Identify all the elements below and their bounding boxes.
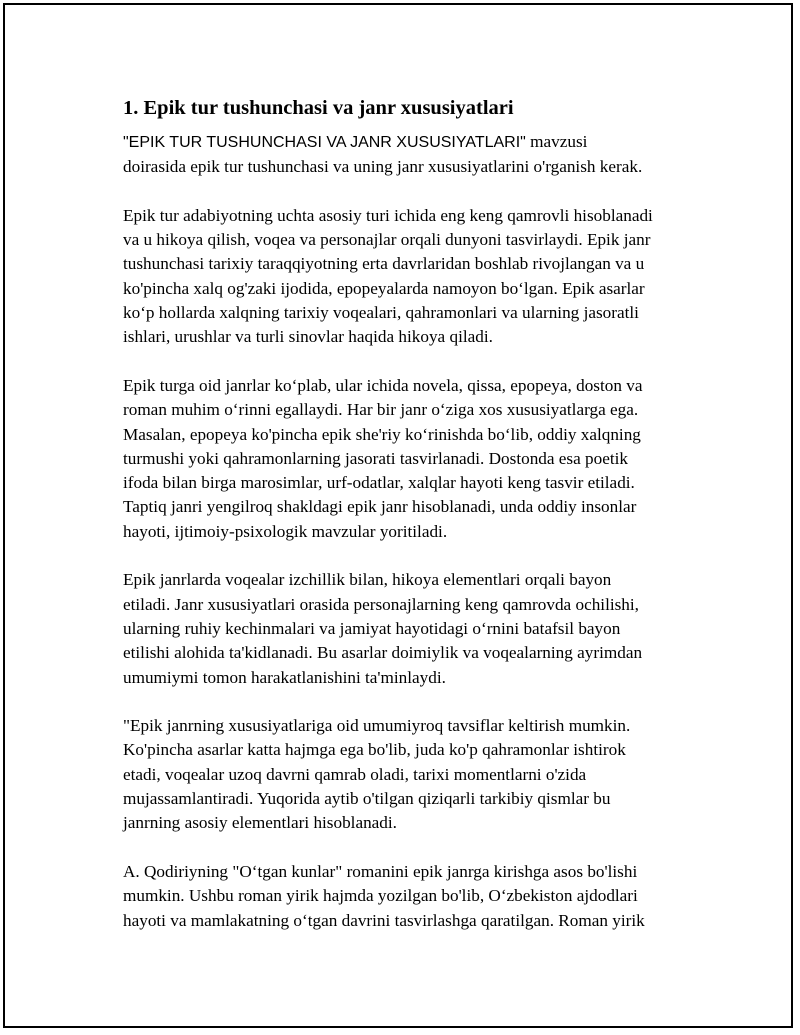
intro-paragraph — [123, 130, 713, 180]
text-line: Ko'pincha asarlar katta hajmga ega bo'lib, juda ko'p qahramonlar ishtirok — [123, 740, 626, 760]
text-line: ko‘p hollarda xalqning tarixiy voqealari, qahramonlari va ularning jasoratli — [123, 303, 639, 323]
intro-line-1 — [123, 130, 713, 155]
text-line: ishlari, urushlar va turli sinovlar haqida hikoya qiladi. — [123, 327, 493, 347]
text-line: ifoda bilan birga marosimlar, urf-odatlar, xalqlar hayoti keng tasvir etiladi. — [123, 473, 635, 493]
intro-topic-suffix: mavzusi — [525, 132, 588, 151]
text-line: turmushi yoki qahramonlarning jasorati tasvirlanadi. Dostonda esa poetik — [123, 448, 629, 468]
text-line: Epik turga oid janrlar ko‘plab, ular ichida novela, qissa, epopeya, doston va — [123, 375, 643, 395]
text-line: mujassamlantiradi. Yuqorida aytib o'tilgan qiziqarli tarkibiy qismlar bu — [123, 789, 611, 809]
text-line: "Epik janrning xususiyatlariga oid umumiyroq tavsiflar keltirish mumkin. — [123, 716, 631, 736]
page-frame — [3, 3, 793, 1028]
text-line: Epik janrlarda voqealar izchillik bilan, hikoya elementlari orqali bayon — [123, 570, 612, 590]
paragraph-2 — [123, 374, 713, 544]
text-line: Masalan, epopeya ko'pincha epik she'riy ko‘rinishda bo‘lib, oddiy xalqning — [123, 424, 641, 444]
intro-line-2: doirasida epik tur tushunchasi va uning janr xususiyatlarini o'rganish kerak. — [123, 157, 643, 177]
text-line: hayoti, ijtimoiy-psixologik mavzular yoritiladi. — [123, 521, 448, 541]
document-body — [123, 95, 713, 957]
text-line: roman muhim o‘rinni egallaydi. Har bir janr o‘ziga xos xususiyatlarga ega. — [123, 400, 639, 420]
text-line: ularning ruhiy kechinmalari va jamiyat hayotidagi o‘rnini batafsil bayon — [123, 618, 621, 638]
text-line: tushunchasi tarixiy taraqqiyotning erta davrlaridan boshlab rivojlangan va u — [123, 254, 645, 274]
text-line: va u hikoya qilish, voqea va personajlar orqali dunyoni tasvirlaydi. Epik janr — [123, 230, 651, 250]
paragraph-5 — [123, 860, 713, 933]
text-line: Epik tur adabiyotning uchta asosiy turi ichida eng keng qamrovli hisoblanadi — [123, 205, 653, 225]
text-line: janrning asosiy elementlari hisoblanadi. — [123, 813, 397, 833]
text-line: mumkin. Ushbu roman yirik hajmda yozilgan bo'lib, O‘zbekiston ajdodlari — [123, 886, 638, 906]
text-line: Taptiq janri yengilroq shakldagi epik janr hisoblanadi, unda oddiy insonlar — [123, 497, 637, 517]
text-line: umumiymi tomon harakatlanishini ta'minlaydi. — [123, 667, 446, 687]
text-line: ko'pincha xalq og'zaki ijodida, epopeyalarda namoyon bo‘lgan. Epik asarlar — [123, 278, 645, 298]
paragraph-4 — [123, 714, 713, 835]
text-line: etilishi alohida ta'kidlanadi. Bu asarlar doimiylik va voqealarning ayrimdan — [123, 643, 643, 663]
intro-topic: "EPIK TUR TUSHUNCHASI VA JANR XUSUSIYATLARI" — [123, 134, 526, 151]
paragraph-1 — [123, 204, 713, 350]
text-line: etadi, voqealar uzoq davrni qamrab oladi, tarixi momentlarni o'zida — [123, 764, 587, 784]
paragraph-3 — [123, 568, 713, 689]
section-heading: 1. Epik tur tushunchasi va janr xususiyatlari — [123, 97, 514, 119]
text-line: hayoti va mamlakatning o‘tgan davrini tasvirlashga qaratilgan. Roman yirik — [123, 910, 645, 930]
text-line: A. Qodiriyning "O‘tgan kunlar" romanini epik janrga kirishga asos bo'lishi — [123, 861, 638, 881]
text-line: etiladi. Janr xususiyatlari orasida personajlarning keng qamrovda ochilishi, — [123, 594, 639, 614]
